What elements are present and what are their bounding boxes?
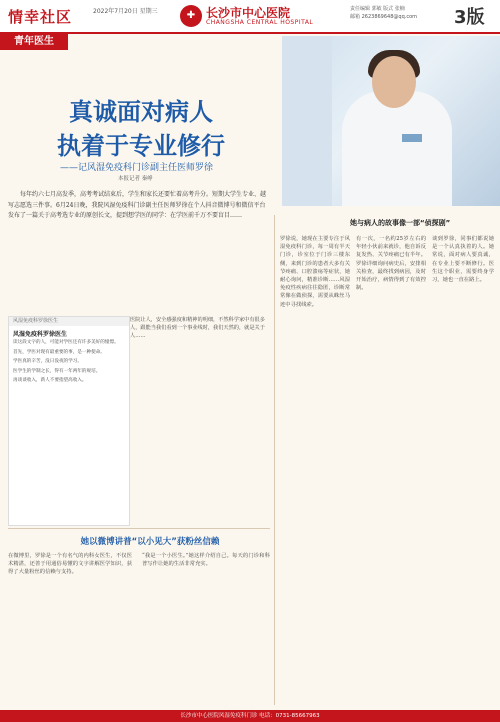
subtitle: ——记风湿免疫科门诊副主任医师罗徐 [60,163,214,173]
section-divider [8,528,270,529]
headline-line-1: 真诚面对病人 [69,98,213,126]
headline-line-2: 执着于专业修行 [57,132,225,160]
phone-top-bar: 风湿免疫科罗徐医生 [9,317,129,326]
hospital-logo [180,3,330,29]
weibo-line: 学医真的辛苦，没日没夜的学习。 [13,359,82,364]
column-divider [274,215,275,705]
white-coat [342,91,452,206]
weibo-account-name: 风湿免疫科罗徐医生 [13,331,68,338]
masthead: 情幸社区 [8,8,73,26]
hospital-name-en: CHANGSHA CENTRAL HOSPITAL [206,19,314,26]
section-tag: 青年医生 [0,34,68,50]
weibo-line: 医学生的学制之长，得有一年两年的规培。 [13,368,101,374]
weibo-line: 首先，学医对现有最重要的事，是一种使命。 [13,349,105,355]
quoted-post-column: 医院让人，安全感强度和精神的明细，不然科学家中有很多人，跟能当我们看到一个事业线时，我们天然的，就是关于人…… [130,317,265,340]
page-footer: 长沙市中心医院风湿免疫科门诊 电话：0731-85667963 [0,710,500,722]
article-column: 谈到罗徐，同事们都说她是一个认真执着的人。她常说，面对病人要真诚，在专业上要不断修行。医生这个职业，需要终身学习，她也一直在路上。 [432,236,494,284]
article-column: 在微博里，罗徐是一个有名气的内科女医生，不仅医术精湛，还善于用通俗易懂的文字讲解医学知识，获得了大量粉丝的信赖与支持。 [8,553,132,576]
hospital-emblem-icon: ✚ [180,5,202,27]
name-badge [402,134,422,142]
article-column: “我是一个小医生。”她这样介绍自己。每天的门诊和科普写作让她的生活非常充实。 [142,553,270,568]
weibo-screenshot [8,316,130,526]
article-column: 有一次，一名约25岁左右的年轻小伙前来就诊，他自诉反复发热、关节疼痛已有半年。罗徐详细询问病史后，安排相关检查，最终找到病因，及时开始治疗，病情得到了有效控制。 [356,236,426,292]
reporter-byline: 本报记者 秦峥 [118,176,153,182]
lead-paragraph: 每年约六七月高发季，高考考试结束后，学生和家长还要忙着高考升分。短期大学生专业、越写志愿选三件事。6月24日晚，我院风湿免疫科门诊副主任医师罗徐在个人抖音微博号和微信平台发布了一篇关于高考选专业的原创长文，提到想学医的同学：在学医前千万不要盲目…… [8,191,267,219]
edition-number: 3版 [454,7,485,28]
article-column: 罗徐说，她现在主要专注于风湿免疫科门诊，每一周有半天门诊，诊室位于门诊三楼东侧，来到门诊的患者大多有关节疼痛、口腔溃疡等症状，她耐心询问，精准诊断……风湿免疫性疾病往往隐匿，诊断常常像在做侦探，需要从蛛丝马迹中寻找线索。 [280,236,350,308]
section-2-title: 她以微博讲普“以小见大”获粉丝信赖 [80,537,220,547]
weibo-line: 再谈谈收入，新人不要指望高收入。 [13,378,87,383]
doctor-photo [282,36,500,206]
story-title: 她与病人的故事像一部“侦探剧” [350,219,451,227]
page-header [0,0,500,34]
weibo-line: 读这段文字的人，可能对学医还有许多美好的憧憬。 [13,340,119,345]
editor-info: 责任编辑 郭敏 版式 张楠 邮箱 2623869648@qq.com [350,6,418,20]
face [372,56,416,108]
photo-background-shelf [282,36,332,206]
hospital-name-cn: 长沙市中心医院 [206,6,291,20]
issue-line: 2022年7月20日 星期三 [93,8,158,15]
